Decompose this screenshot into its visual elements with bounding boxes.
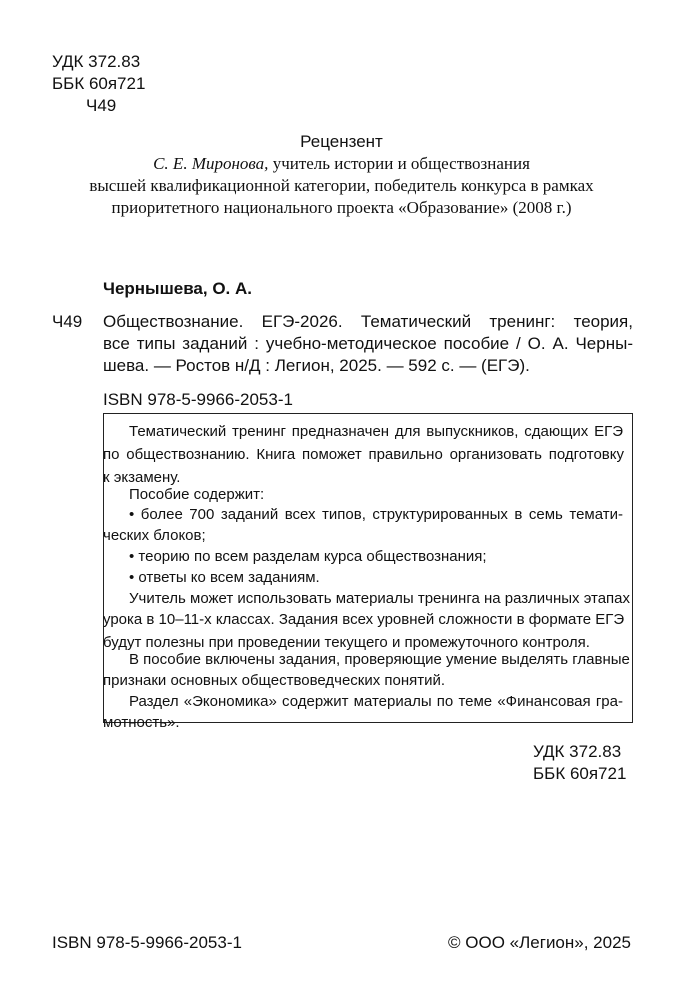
author-mark: Ч49 xyxy=(86,96,117,115)
udk-code-bottom: УДК 372.83 xyxy=(533,742,622,761)
bib-line-2: все типы заданий : учебно-методическое пособие / О. А. Черны- xyxy=(103,334,633,353)
annotation-bullet-2: • теорию по всем разделам курса обществознания; xyxy=(129,548,487,565)
annotation-text xyxy=(129,648,629,671)
annotation-line: по обществознанию. Книга поможет правильно организовать подготовку xyxy=(103,446,624,463)
footer-copyright: © ООО «Легион», 2025 xyxy=(448,933,631,952)
annotation-text xyxy=(103,524,633,547)
bib-line-3: шева. — Ростов н/Д : Легион, 2025. — 592 с. — (ЕГЭ). xyxy=(103,356,530,375)
annotation-line: мотность». xyxy=(103,714,180,731)
bib-author: Чернышева, О. А. xyxy=(103,279,252,298)
footer-isbn: ISBN 978-5-9966-2053-1 xyxy=(52,933,242,952)
annotation-text xyxy=(129,420,629,443)
annotation-line: Раздел «Экономика» содержит материалы по теме «Финансовая гра- xyxy=(129,693,623,710)
annotation-text xyxy=(129,566,659,589)
reviewer-line-3: приоритетного национального проекта «Образование» (2008 г.) xyxy=(111,198,572,217)
bbk-code-bottom: ББК 60я721 xyxy=(533,764,627,783)
annotation-line: урока в 10–11-х классах. Задания всех уровней сложности в формате ЕГЭ xyxy=(103,611,625,628)
annotation-text xyxy=(103,669,633,692)
reviewer-line-2: высшей квалификационной категории, победитель конкурса в рамках xyxy=(89,176,594,195)
annotation-line: Тематический тренинг предназначен для выпускников, сдающих ЕГЭ xyxy=(129,423,623,440)
annotation-line: признаки основных обществоведческих понятий. xyxy=(103,672,446,689)
annotation-text xyxy=(129,587,629,610)
annotation-text xyxy=(103,711,633,734)
bib-mark: Ч49 xyxy=(52,312,83,331)
reviewer-heading: Рецензент xyxy=(300,132,383,151)
annotation-line: ческих блоков; xyxy=(103,527,206,544)
annotation-line: Пособие содержит: xyxy=(129,486,265,503)
annotation-line: к экзамену. xyxy=(103,469,181,486)
reviewer-name: С. Е. Миронова, xyxy=(153,154,269,173)
reviewer-line-1: С. Е. Миронова, учитель истории и обществознания xyxy=(153,154,530,173)
annotation-text xyxy=(129,545,659,568)
bib-line-1: Обществознание. ЕГЭ-2026. Тематический тренинг: теория, xyxy=(103,312,633,331)
annotation-bullet-1: • более 700 заданий всех типов, структурированных в семь темати- xyxy=(129,506,623,523)
annotation-text xyxy=(129,503,629,526)
bbk-code: ББК 60я721 xyxy=(52,74,146,93)
annotation-bullet-3: • ответы ко всем заданиям. xyxy=(129,569,320,586)
annotation-text xyxy=(129,690,629,713)
annotation-line: В пособие включены задания, проверяющие умение выделять главные xyxy=(129,651,630,668)
annotation-line: Учитель может использовать материалы тренинга на различных этапах xyxy=(129,590,631,607)
annotation-line: будут полезны при проведении текущего и промежуточного контроля. xyxy=(103,634,590,651)
udk-code: УДК 372.83 xyxy=(52,52,141,71)
bib-isbn: ISBN 978-5-9966-2053-1 xyxy=(103,390,293,409)
